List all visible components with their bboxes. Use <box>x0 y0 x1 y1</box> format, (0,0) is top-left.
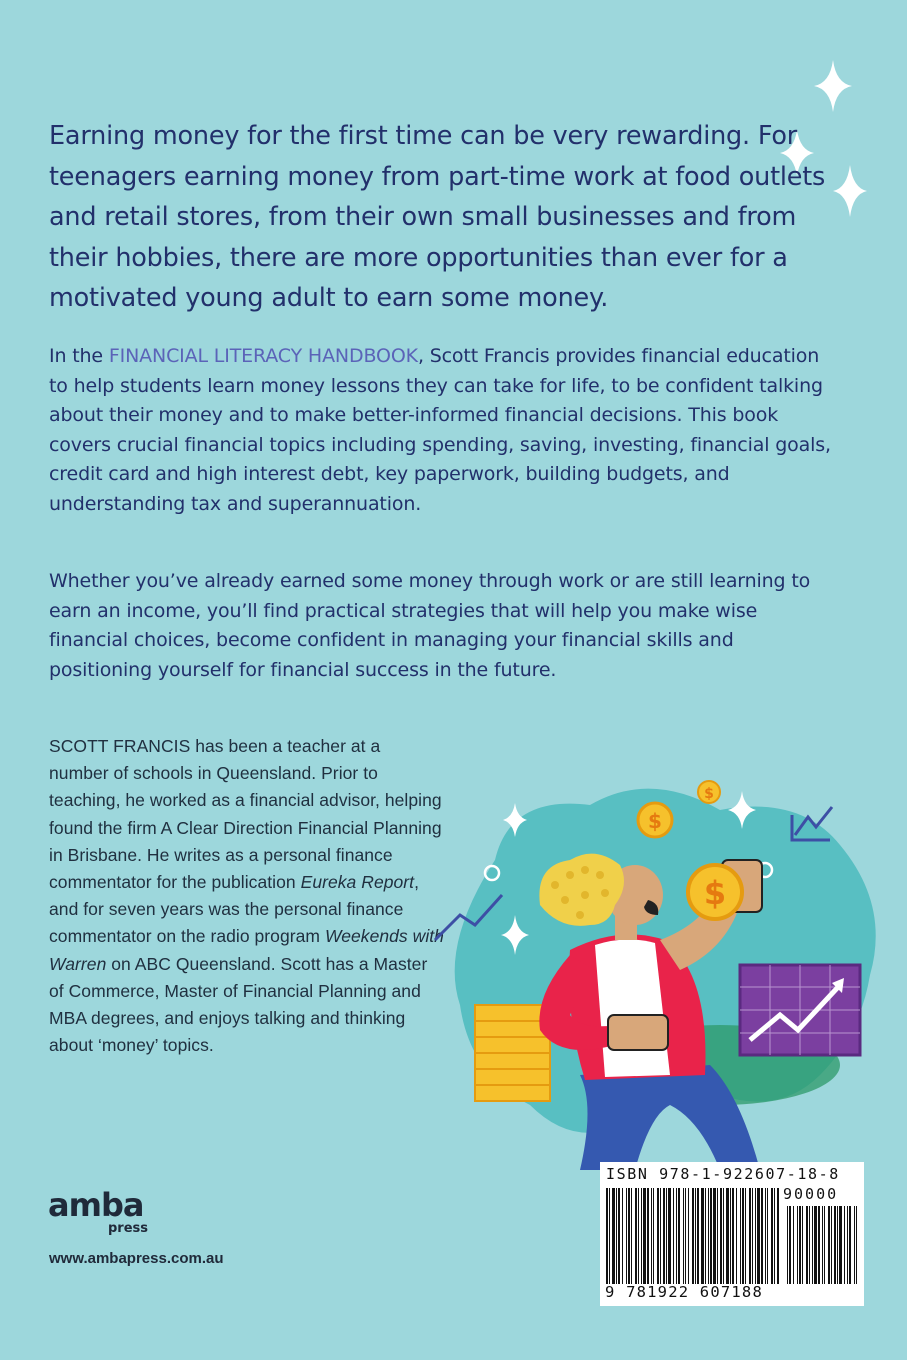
barcode-bar <box>663 1188 665 1284</box>
barcode-bar <box>740 1188 741 1284</box>
price-code: 90000 <box>783 1185 839 1203</box>
barcode-bar <box>653 1188 654 1284</box>
barcode-bar <box>612 1188 615 1284</box>
isbn-number: ISBN 978-1-922607-18-8 <box>606 1165 840 1183</box>
bio-radio-program: Weekends with Warren <box>49 926 444 974</box>
barcode-bar <box>606 1188 608 1284</box>
barcode-bar <box>697 1188 699 1284</box>
barcode-bar <box>757 1188 760 1284</box>
barcode-bar <box>713 1188 716 1284</box>
barcode-bar <box>765 1188 766 1284</box>
barcode-bar <box>618 1188 620 1284</box>
barcode-bar <box>643 1188 646 1284</box>
barcode-bar <box>695 1188 696 1284</box>
price-bar <box>814 1206 817 1284</box>
logo-sub: press <box>108 1221 149 1236</box>
barcode-bar <box>638 1188 639 1284</box>
barcode-bar <box>683 1188 684 1284</box>
barcode-bar <box>752 1188 753 1284</box>
barcode-bar <box>774 1188 775 1284</box>
price-bar <box>797 1206 798 1284</box>
barcode-bar <box>673 1188 674 1284</box>
description-paragraph <box>49 342 839 519</box>
price-bar <box>839 1206 842 1284</box>
price-bar <box>799 1206 801 1284</box>
barcode-bar <box>647 1188 649 1284</box>
barcode-bar <box>705 1188 706 1284</box>
barcode-bar <box>692 1188 694 1284</box>
price-bar <box>856 1206 857 1284</box>
bio-publication: Eureka Report <box>300 872 415 893</box>
barcode-bar <box>678 1188 680 1284</box>
price-bar <box>854 1206 855 1284</box>
barcode-bar <box>622 1188 623 1284</box>
amba-press-logo <box>48 1188 158 1236</box>
barcode-bar <box>717 1188 718 1284</box>
barcode-bar <box>745 1188 746 1284</box>
logo-word: amba <box>48 1188 144 1224</box>
bio-text-3: on ABC Queensland. Scott has a Master of Commerce, Master of Financial Planning and MBA degrees, and enjoys talking and thinking about ‘money’ topics. <box>49 953 428 1056</box>
price-bar <box>824 1206 825 1284</box>
barcode-bar <box>761 1188 763 1284</box>
barcode-bar <box>710 1188 712 1284</box>
barcode-bar <box>641 1188 642 1284</box>
description-rest: , Scott Francis provides financial education to help students learn money lessons they can take for life, to be confident talking about their money and to make better-informed financial decisions. This book covers crucial financial topics including spending, saving, investing, financial goals, credit card and high interest debt, key paperwork, building budgets, and understanding tax and superannuation. <box>49 345 831 515</box>
barcode-digits: 9 781922 607188 <box>605 1283 763 1301</box>
price-bar <box>834 1206 836 1284</box>
money-juggling-illustration <box>420 775 890 1170</box>
barcode-bar <box>736 1188 737 1284</box>
barcode-bar <box>723 1188 724 1284</box>
author-bio <box>49 733 444 1059</box>
price-bar <box>806 1206 808 1284</box>
price-bar <box>849 1206 851 1284</box>
barcode-bar <box>777 1188 779 1284</box>
price-bar <box>802 1206 803 1284</box>
intro-headline: Earning money for the first time can be very rewarding. For teenagers earning money from part-time work at food outlets and retail stores, from their own small businesses and from their hobbies, there are more opportunities than ever for a motivated young adult to earn some money. <box>49 121 826 313</box>
price-bar <box>789 1206 791 1284</box>
barcode-bar <box>666 1188 667 1284</box>
price-bar <box>837 1206 838 1284</box>
barcode-bar <box>616 1188 617 1284</box>
barcode-bar <box>660 1188 661 1284</box>
barcode-bar <box>626 1188 627 1284</box>
barcode-bar <box>688 1188 689 1284</box>
svg-text:$: $ <box>648 809 662 833</box>
price-bar <box>793 1206 794 1284</box>
description-lead: In the <box>49 345 109 367</box>
barcode-bar <box>609 1188 610 1284</box>
barcode-bar <box>676 1188 677 1284</box>
price-bar <box>809 1206 810 1284</box>
barcode-bar <box>767 1188 768 1284</box>
barcode-bar <box>701 1188 704 1284</box>
benefits-paragraph: Whether you’ve already earned some money through work or are still learning to earn an income, you’ll find practical strategies that will help you make wise financial choices, become confident in managing your financial skills and positioning yourself for financial success in the future. <box>49 570 811 681</box>
price-bar <box>812 1206 813 1284</box>
barcode-bar <box>749 1188 751 1284</box>
barcode-bar <box>726 1188 729 1284</box>
barcode-bar <box>657 1188 659 1284</box>
barcode-bar <box>651 1188 652 1284</box>
price-bar <box>831 1206 832 1284</box>
price-bar <box>847 1206 848 1284</box>
barcode-bar <box>635 1188 637 1284</box>
publisher-url[interactable]: www.ambapress.com.au <box>49 1250 224 1267</box>
barcode-bar <box>730 1188 731 1284</box>
barcode-bar <box>631 1188 632 1284</box>
bio-text-1: SCOTT FRANCIS has been a teacher at a number of schools in Queensland. Prior to teaching, he worked as a financial advisor, helping found the firm A Clear Direction Financial Planning in Brisbane. He writes as a personal finance commentator for the publication <box>49 736 442 893</box>
barcode-bar <box>720 1188 722 1284</box>
svg-text:$: $ <box>704 786 714 802</box>
barcode-bar <box>628 1188 630 1284</box>
price-bar <box>828 1206 830 1284</box>
barcode-bar <box>771 1188 773 1284</box>
svg-text:$: $ <box>703 874 727 912</box>
price-bar <box>822 1206 823 1284</box>
price-bar <box>844 1206 845 1284</box>
barcode-bar <box>708 1188 709 1284</box>
barcode-bar <box>755 1188 756 1284</box>
bio-text-2: , and for seven years was the personal finance commentator on the radio program <box>49 872 420 947</box>
price-bar <box>787 1206 788 1284</box>
barcode-bar <box>668 1188 671 1284</box>
book-title: FINANCIAL LITERACY HANDBOOK <box>108 345 418 367</box>
barcode-bar <box>742 1188 744 1284</box>
barcode-bar <box>732 1188 734 1284</box>
barcode-bar <box>685 1188 686 1284</box>
price-bar <box>818 1206 820 1284</box>
